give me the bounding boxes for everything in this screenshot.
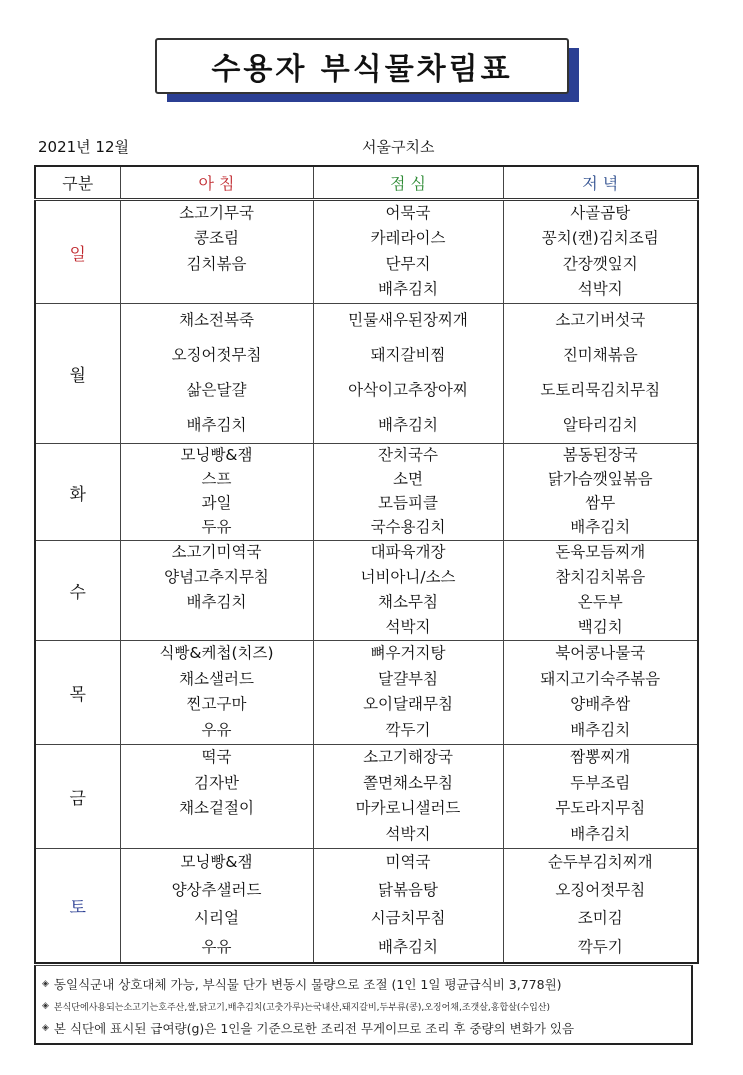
menu-item: 쌈무 — [585, 494, 616, 513]
menu-item: 양상추샐러드 — [171, 881, 262, 900]
menu-body — [35, 200, 698, 963]
lunch-items — [314, 541, 503, 640]
menu-item: 알타리김치 — [562, 415, 638, 434]
menu-item: 석박지 — [385, 617, 431, 636]
menu-item: 달걀부침 — [378, 669, 438, 688]
menu-item: 깍두기 — [385, 721, 431, 740]
bullet-icon: ◈ — [42, 1001, 49, 1011]
menu-item: 참치김치볶음 — [555, 568, 646, 587]
menu-item: 양배추쌈 — [570, 695, 631, 714]
menu-item: 조미김 — [577, 909, 623, 928]
menu-item: 소고기해장국 — [363, 747, 453, 766]
day-label: 월 — [35, 304, 120, 444]
dinner-items — [504, 849, 698, 962]
menu-item: 쫄면채소무침 — [363, 773, 453, 792]
note-text-1: 동일식군내 상호대체 가능, 부식물 단가 변동시 물량으로 조절 (1인 1일 평균급식비 3,778원) — [53, 977, 562, 992]
dinner-cell — [503, 541, 698, 641]
menu-item: 간장깻잎지 — [562, 254, 638, 273]
dinner-cell — [503, 849, 698, 963]
menu-item: 삶은달걀 — [186, 380, 247, 399]
breakfast-items — [121, 641, 313, 744]
lunch-cell — [313, 745, 503, 849]
breakfast-cell — [120, 444, 313, 541]
menu-item: 온두부 — [577, 592, 623, 611]
menu-item: 아삭이고추장아찌 — [348, 380, 468, 399]
menu-item: 석박지 — [577, 280, 623, 299]
menu-item: 배추김치 — [378, 280, 438, 299]
menu-item: 배추김치 — [186, 415, 247, 434]
menu-item: 단무지 — [385, 254, 431, 273]
lunch-items — [314, 641, 503, 744]
breakfast-cell — [120, 745, 313, 849]
menu-item: 닭가슴깻잎볶음 — [547, 470, 653, 489]
menu-item: 배추김치 — [186, 592, 247, 611]
day-label: 화 — [35, 444, 120, 541]
organization-name: 서울구치소 — [362, 138, 435, 156]
lunch-items — [314, 745, 503, 848]
note-line-2 — [42, 994, 691, 1018]
notes-box — [34, 965, 693, 1045]
menu-item: 모닝빵&잼 — [180, 446, 253, 465]
header-division: 구분 — [35, 166, 120, 200]
menu-item — [214, 826, 219, 844]
lunch-cell — [313, 444, 503, 541]
menu-item: 시리얼 — [194, 909, 239, 928]
day-row — [35, 200, 698, 304]
breakfast-items — [121, 745, 313, 848]
breakfast-items — [121, 541, 313, 640]
menu-table — [34, 165, 699, 964]
menu-item: 민물새우된장찌개 — [348, 311, 468, 330]
menu-item: 카레라이스 — [370, 229, 446, 248]
menu-item: 마카로니샐러드 — [355, 799, 461, 818]
menu-item: 무도라지무침 — [555, 799, 646, 818]
day-label: 수 — [35, 541, 120, 641]
day-label: 일 — [35, 200, 120, 304]
menu-item: 사골곰탕 — [570, 203, 631, 222]
day-row — [35, 444, 698, 541]
menu-item: 순두부김치찌개 — [547, 853, 653, 872]
menu-item: 소고기무국 — [179, 203, 254, 222]
menu-item: 배추김치 — [570, 518, 631, 537]
menu-item: 석박지 — [385, 825, 431, 844]
dinner-cell — [503, 641, 698, 745]
menu-item: 꽁치(캔)김치조림 — [541, 229, 659, 248]
note-line-1 — [42, 974, 691, 994]
breakfast-items — [121, 304, 313, 443]
menu-item: 두유 — [201, 518, 232, 537]
lunch-cell — [313, 541, 503, 641]
menu-item: 채소무침 — [378, 592, 438, 611]
menu-item: 북어콩나물국 — [555, 643, 646, 662]
menu-item: 오징어젓무침 — [555, 881, 646, 900]
menu-item: 잔치국수 — [378, 446, 438, 465]
day-row — [35, 304, 698, 444]
bullet-icon: ◈ — [42, 979, 49, 989]
bullet-icon: ◈ — [42, 1023, 49, 1033]
breakfast-items — [121, 849, 313, 962]
menu-item: 미역국 — [385, 853, 431, 872]
lunch-cell — [313, 849, 503, 963]
menu-item: 과일 — [201, 494, 232, 513]
menu-item: 소고기버섯국 — [555, 311, 646, 330]
menu-item: 오징어젓무침 — [171, 346, 262, 365]
menu-item: 어묵국 — [385, 203, 431, 222]
note-line-3 — [42, 1018, 691, 1038]
menu-item: 배추김치 — [378, 415, 438, 434]
lunch-cell — [313, 200, 503, 304]
menu-item — [214, 281, 219, 299]
menu-item: 깍두기 — [577, 937, 623, 956]
menu-item: 김자반 — [194, 773, 239, 792]
menu-item: 봄동된장국 — [562, 446, 638, 465]
menu-item: 채소샐러드 — [179, 669, 254, 688]
header-lunch: 점 심 — [313, 166, 503, 200]
lunch-items — [314, 201, 503, 303]
menu-item: 모듬피클 — [378, 494, 438, 513]
breakfast-cell — [120, 641, 313, 745]
day-row — [35, 641, 698, 745]
day-row — [35, 745, 698, 849]
menu-item: 배추김치 — [570, 825, 631, 844]
menu-item: 짬뽕찌개 — [570, 747, 631, 766]
menu-item: 국수용김치 — [370, 518, 446, 537]
lunch-items — [314, 304, 503, 443]
day-row — [35, 849, 698, 963]
menu-item: 소면 — [393, 470, 423, 489]
day-row — [35, 541, 698, 641]
menu-item — [214, 619, 219, 637]
lunch-items — [314, 444, 503, 540]
dinner-items — [504, 304, 698, 443]
menu-item: 배추김치 — [570, 721, 631, 740]
day-label: 토 — [35, 849, 120, 963]
menu-item: 우유 — [201, 937, 232, 956]
breakfast-cell — [120, 200, 313, 304]
menu-item: 콩조림 — [194, 229, 239, 248]
breakfast-cell — [120, 849, 313, 963]
menu-item: 돼지고기숙주볶음 — [540, 669, 661, 688]
menu-item: 식빵&케첩(치즈) — [159, 643, 274, 662]
note-text-2: 본식단에사용되는소고기는호주산,쌀,닭고기,배추김치(고춧가루)는국내산,돼지갈비,두부류(콩),오징어채,조갯살,홍합살(수입산) — [53, 1002, 550, 1013]
dinner-cell — [503, 444, 698, 541]
menu-item: 스프 — [201, 470, 232, 489]
menu-item: 두부조림 — [570, 773, 631, 792]
breakfast-cell — [120, 304, 313, 444]
dinner-items — [504, 745, 698, 848]
page-title: 수용자 부식물차림표 — [155, 38, 569, 94]
lunch-cell — [313, 304, 503, 444]
menu-item: 진미채볶음 — [562, 346, 638, 365]
day-label: 목 — [35, 641, 120, 745]
menu-item: 도토리묵김치무침 — [540, 380, 661, 399]
header-dinner: 저 녁 — [503, 166, 698, 200]
dinner-items — [504, 201, 698, 303]
breakfast-items — [121, 201, 313, 303]
menu-item: 채소전복죽 — [179, 311, 254, 330]
dinner-cell — [503, 745, 698, 849]
header-row — [35, 166, 698, 200]
menu-item: 배추김치 — [378, 937, 438, 956]
lunch-cell — [313, 641, 503, 745]
menu-item: 시금치무침 — [370, 909, 446, 928]
dinner-items — [504, 444, 698, 540]
menu-item: 떡국 — [201, 747, 232, 766]
menu-item: 양념고추지무침 — [164, 568, 269, 587]
menu-item: 찐고구마 — [186, 695, 247, 714]
breakfast-items — [121, 444, 313, 540]
day-label: 금 — [35, 745, 120, 849]
menu-item: 김치볶음 — [186, 254, 247, 273]
menu-item: 돈육모듬찌개 — [555, 543, 646, 562]
dinner-cell — [503, 304, 698, 444]
dinner-cell — [503, 200, 698, 304]
menu-item: 소고기미역국 — [171, 543, 262, 562]
note-text-3: 본 식단에 표시된 급여량(g)은 1인을 기준으로한 조리전 무게이므로 조리 후 중량의 변화가 있음 — [53, 1021, 575, 1036]
menu-item: 닭볶음탕 — [378, 881, 438, 900]
menu-item: 뼈우거지탕 — [370, 643, 446, 662]
menu-item: 우유 — [201, 721, 232, 740]
breakfast-cell — [120, 541, 313, 641]
lunch-items — [314, 849, 503, 962]
menu-item: 채소겉절이 — [179, 799, 254, 818]
menu-item: 모닝빵&잼 — [180, 853, 253, 872]
title-banner — [155, 38, 579, 102]
header-breakfast: 아 침 — [120, 166, 313, 200]
dinner-items — [504, 641, 698, 744]
dinner-items — [504, 541, 698, 640]
menu-item: 백김치 — [577, 617, 623, 636]
menu-item: 너비아니/소스 — [360, 568, 456, 587]
menu-item: 오이달래무침 — [363, 695, 453, 714]
menu-item: 대파육개장 — [370, 543, 446, 562]
menu-date: 2021년 12월 — [38, 138, 130, 156]
menu-item: 돼지갈비찜 — [370, 346, 446, 365]
